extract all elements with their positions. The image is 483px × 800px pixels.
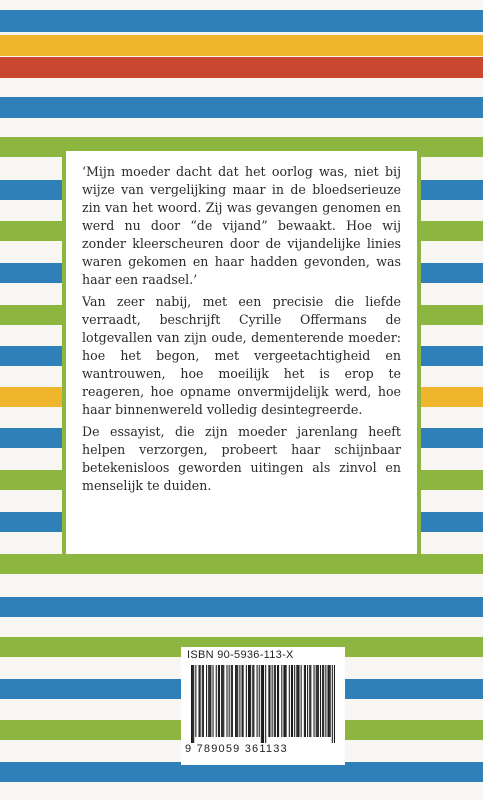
isbn-label — [181, 647, 345, 765]
isbn-number: ISBN 90-5936-113-X — [187, 649, 294, 661]
barcode-bar — [210, 665, 211, 737]
barcode-bar — [232, 665, 233, 737]
barcode-bar — [237, 665, 238, 737]
barcode-bar — [265, 665, 266, 743]
barcode-bar — [226, 665, 227, 737]
barcode-digits: 9 789059 361133 — [185, 743, 288, 755]
barcode-bar — [322, 665, 323, 737]
barcode-bar — [252, 665, 253, 737]
barcode-bar — [246, 665, 247, 737]
barcode-bar — [212, 665, 213, 737]
barcode-bar — [242, 665, 243, 737]
barcode-bar — [334, 665, 335, 743]
barcode-bar — [301, 665, 302, 737]
barcode-bar — [297, 665, 298, 737]
barcode-bar — [222, 665, 223, 737]
barcode-bar — [298, 665, 299, 737]
barcode-bar — [284, 665, 285, 737]
barcode-bar — [283, 665, 284, 737]
barcode-bar — [307, 665, 308, 737]
barcode-bar — [330, 665, 331, 737]
blurb-panel — [66, 151, 417, 554]
barcode-bar — [192, 665, 193, 743]
stripe-blue — [0, 762, 483, 782]
barcode-bar — [272, 665, 273, 737]
barcode-bar — [221, 665, 222, 737]
barcode-bar — [259, 665, 260, 737]
barcode-bar — [318, 665, 319, 737]
stripe-blue — [0, 597, 483, 617]
barcode-bar — [286, 665, 287, 737]
barcode-bar — [248, 665, 249, 737]
barcode-bar — [332, 665, 333, 743]
barcode-bar — [239, 665, 240, 737]
barcode-bar — [314, 665, 315, 737]
barcode-bar — [268, 665, 269, 737]
barcode-bar — [236, 665, 237, 737]
barcode-bar — [275, 665, 276, 737]
blurb-description: Van zeer nabij, met een precisie die liefde verraadt, beschrijft Cyrille Offermans de lotgevallen van zijn oude, dementerende moeder: hoe het begon, met vergeetachtigheid en wantrouwen, hoe moeilijk het is erop te reageren, hoe opname onvermijdelijk werd, hoe haar binnenwereld volledig desintegreerde. — [82, 294, 401, 417]
stripe-red — [0, 57, 483, 78]
blurb-author-note: De essayist, die zijn moeder jarenlang heeft helpen verzorgen, probeert haar schijnbaar betekenisloos geworden uitingen als zinvol en menselijk te duiden. — [82, 424, 401, 493]
barcode-bar — [305, 665, 306, 737]
barcode-bar — [329, 665, 330, 737]
barcode-bar — [296, 665, 297, 737]
barcode-bar — [291, 665, 292, 737]
barcode-bar — [294, 665, 295, 737]
barcode-bar — [200, 665, 201, 737]
barcode-bar — [310, 665, 311, 737]
barcode-bar — [218, 665, 219, 737]
barcode-bar — [193, 665, 194, 743]
barcode-bar — [229, 665, 230, 737]
barcode-bar — [253, 665, 254, 737]
barcode-bar — [257, 665, 258, 737]
barcode-bar — [195, 665, 196, 737]
barcode-bar — [278, 665, 279, 737]
barcode-bar — [235, 665, 236, 737]
stripe-green — [0, 554, 483, 574]
barcode-bar — [304, 665, 305, 737]
barcode-bar — [206, 665, 207, 737]
barcode-bar — [274, 665, 275, 737]
barcode-bar — [323, 665, 324, 737]
barcode-bar — [277, 665, 278, 737]
barcode-bar — [320, 665, 321, 737]
barcode-bar — [327, 665, 328, 737]
barcode-bar — [325, 665, 326, 737]
barcode-bar — [191, 665, 192, 743]
barcode-bar — [289, 665, 290, 737]
barcode-bar — [250, 665, 251, 737]
barcode-bar — [316, 665, 317, 737]
barcode-bar — [208, 665, 209, 737]
barcode-bar — [216, 665, 217, 737]
barcode-bar — [203, 665, 204, 737]
barcode-bar — [263, 665, 264, 743]
barcode-bar — [209, 665, 210, 737]
barcode-bar — [261, 665, 262, 743]
barcode-bar — [219, 665, 220, 737]
barcode-icon — [191, 665, 335, 743]
blurb-quote: ‘Mijn moeder dacht dat het oorlog was, niet bij wijze van vergelijking maar in de bloedserieuze zin van het woord. Zij was gevangen genomen en werd nu door “de vijand” bewaakt. Hoe wij zonder kleerscheuren door de vijandelijke linies waren gekomen en haar hadden gevonden, was haar een raadsel.’ — [82, 164, 401, 287]
barcode-bar — [231, 665, 232, 737]
barcode-bar — [292, 665, 293, 737]
barcode-bar — [262, 665, 263, 743]
barcode-bar — [249, 665, 250, 737]
barcode-bar — [202, 665, 203, 737]
barcode-bar — [269, 665, 270, 737]
barcode-bar — [243, 665, 244, 737]
barcode-bar — [223, 665, 224, 737]
stripe-yellow — [0, 35, 483, 56]
barcode-bar — [309, 665, 310, 737]
barcode-bar — [281, 665, 282, 737]
stripe-blue — [0, 97, 483, 118]
stripe-blue — [0, 10, 483, 32]
barcode-bar — [199, 665, 200, 737]
barcode-bar — [317, 665, 318, 737]
